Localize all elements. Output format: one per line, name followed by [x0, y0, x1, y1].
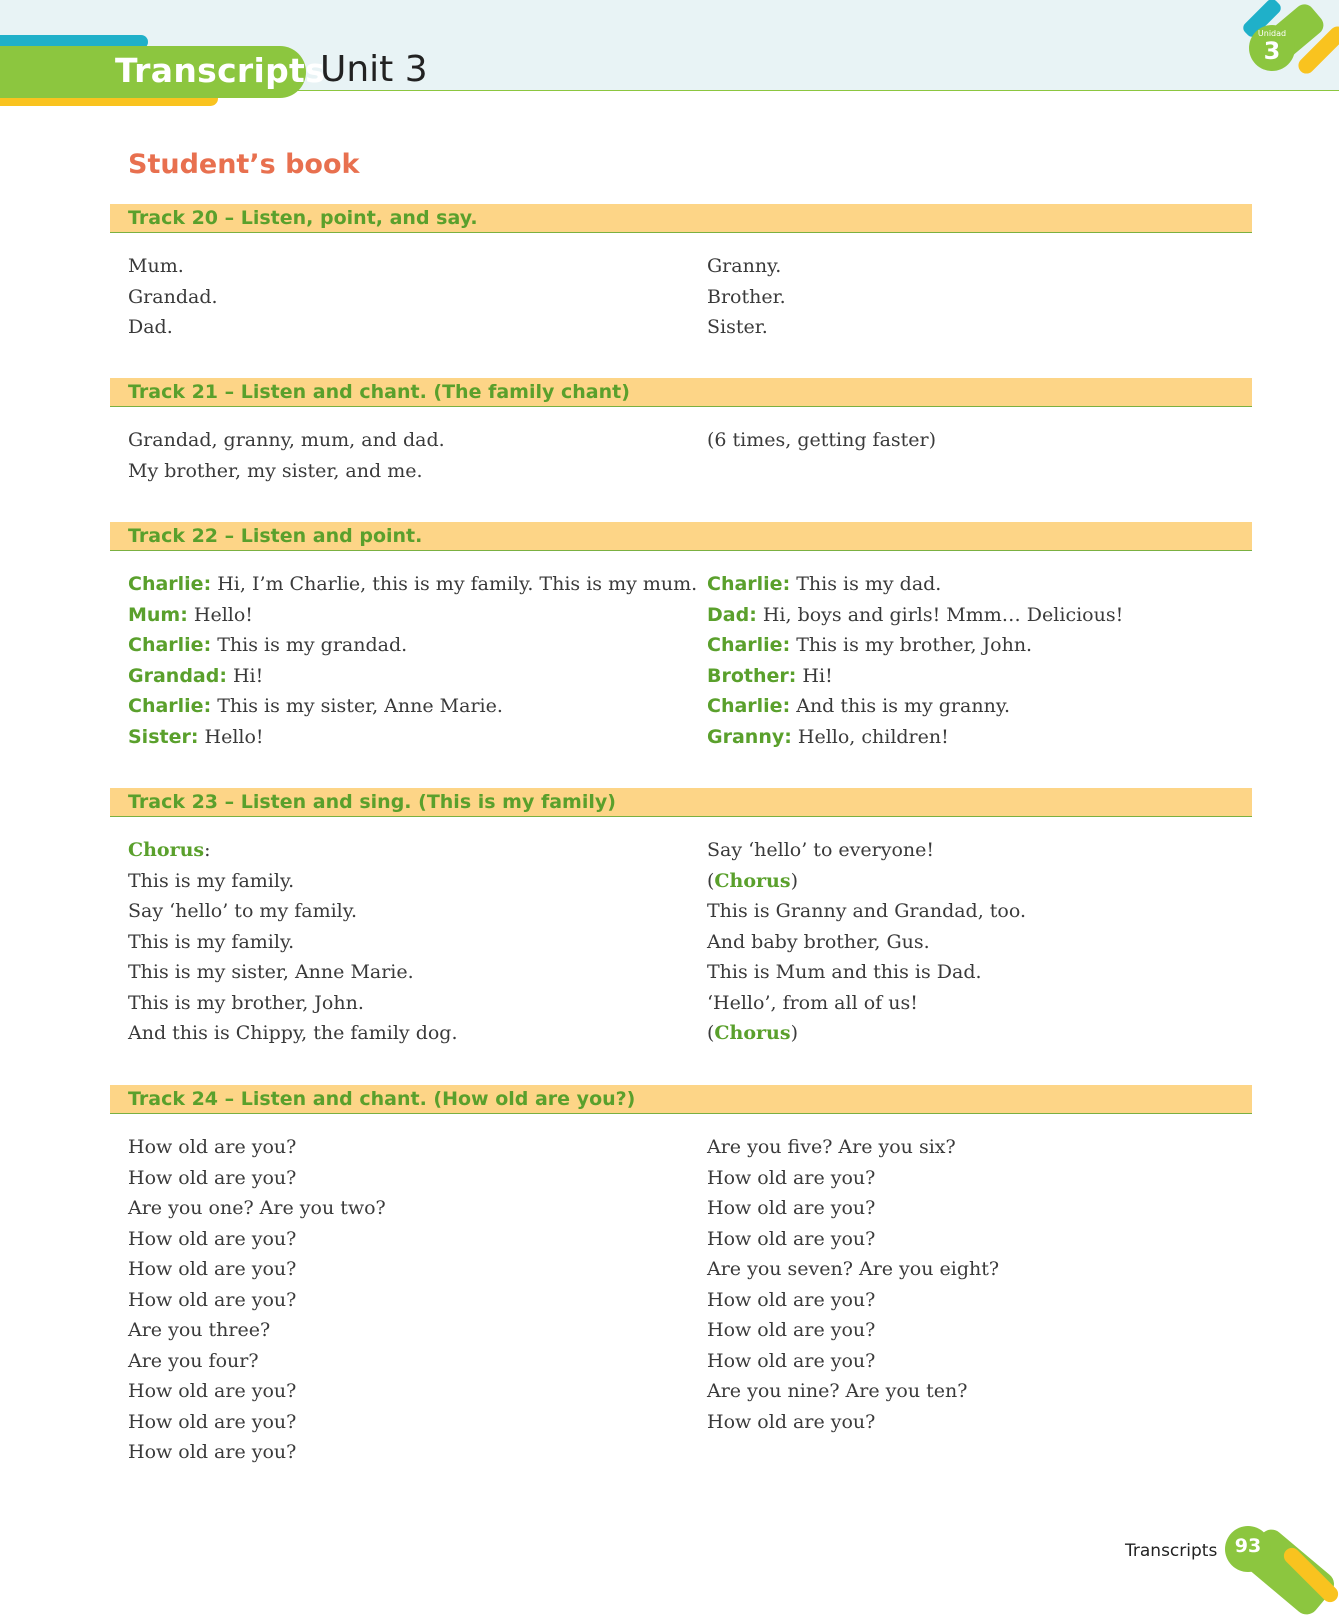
transcript-line	[707, 1376, 1252, 1407]
track-column-right	[707, 569, 1252, 752]
line-text: Are you seven? Are you eight?	[707, 1258, 1000, 1280]
speaker-label: Charlie:	[707, 573, 791, 595]
transcript-line	[707, 896, 1252, 927]
line-text: My brother, my sister, and me.	[128, 459, 423, 482]
transcript-line	[128, 1407, 688, 1438]
track-section	[110, 378, 1252, 482]
line-text: Are you three?	[128, 1319, 271, 1341]
transcript-line	[128, 988, 688, 1019]
line-text: Hi, I’m Charlie, this is my family. This is my mum.	[217, 573, 698, 595]
transcript-line	[707, 1163, 1252, 1194]
track-column-left	[128, 251, 688, 343]
line-text: Hi!	[802, 664, 833, 687]
track-heading: Track 22 – Listen and point.	[110, 522, 1252, 551]
line-text: Say ‘hello’ to my family.	[128, 900, 357, 922]
track-column-right	[707, 835, 1252, 1049]
transcript-line	[128, 569, 698, 600]
transcript-line	[128, 927, 688, 958]
transcript-line	[128, 722, 688, 753]
line-text: How old are you?	[128, 1441, 297, 1463]
transcript-line	[707, 957, 1252, 988]
line-text: Say ‘hello’ to everyone!	[707, 839, 935, 861]
transcript-line	[128, 425, 688, 456]
transcript-line	[128, 1224, 688, 1255]
section-title: Student’s book	[128, 149, 360, 180]
transcript-line	[707, 835, 1252, 866]
line-text: Are you four?	[128, 1349, 259, 1372]
line-text: How old are you?	[707, 1197, 876, 1219]
track-heading: Track 23 – Listen and sing. (This is my family)	[110, 788, 1252, 817]
transcript-line	[128, 661, 688, 692]
line-text: This is my sister, Anne Marie.	[128, 961, 414, 983]
line-text: And this is my granny.	[796, 695, 1011, 717]
line-text: Are you five? Are you six?	[707, 1136, 956, 1158]
line-text: Hi, boys and girls! Mmm… Delicious!	[762, 603, 1124, 626]
chorus-prefix: (	[707, 1022, 715, 1044]
line-text: ‘Hello’, from all of us!	[707, 991, 918, 1014]
track-column-left	[128, 425, 688, 486]
unit-badge	[1249, 25, 1295, 71]
line-text: This is my family.	[128, 869, 295, 892]
transcript-line	[707, 988, 1252, 1019]
track-section	[110, 204, 1252, 338]
transcript-line	[128, 282, 688, 313]
speaker-label: Granny:	[707, 725, 792, 748]
transcript-line	[128, 957, 688, 988]
line-text: How old are you?	[707, 1288, 876, 1311]
track-column-left	[128, 1132, 688, 1468]
chorus-label: Chorus	[714, 869, 791, 892]
track-section	[110, 1085, 1252, 1463]
line-text: How old are you?	[707, 1166, 876, 1189]
line-text: This is my family.	[128, 930, 295, 953]
header-tab-title: Transcripts	[115, 51, 326, 90]
line-text: Grandad.	[128, 285, 218, 308]
transcript-line	[128, 456, 688, 487]
transcript-line	[707, 722, 1252, 753]
line-text: Granny.	[707, 255, 782, 277]
line-text: How old are you?	[128, 1136, 297, 1158]
track-column-right	[707, 251, 1252, 343]
line-text: How old are you?	[707, 1349, 876, 1372]
transcript-line	[707, 600, 1252, 631]
transcript-line	[707, 312, 1252, 343]
transcript-line	[128, 691, 688, 722]
transcript-line	[707, 1224, 1252, 1255]
unit-title: Unit 3	[320, 49, 428, 90]
transcript-line	[128, 1437, 688, 1468]
speaker-label: Charlie:	[707, 695, 791, 717]
line-text: This is my brother, John.	[796, 634, 1033, 656]
chorus-suffix: :	[204, 839, 211, 861]
transcript-line	[707, 661, 1252, 692]
speaker-label: Charlie:	[128, 573, 212, 595]
transcript-line	[707, 1285, 1252, 1316]
track-column-left	[128, 835, 688, 1049]
line-text: This is Granny and Grandad, too.	[707, 900, 1027, 922]
transcript-line	[707, 691, 1252, 722]
track-section	[110, 522, 1252, 748]
chorus-label: Chorus	[714, 1022, 791, 1044]
transcript-line	[707, 1407, 1252, 1438]
line-text: Dad.	[128, 316, 173, 338]
line-text: How old are you?	[128, 1380, 297, 1402]
transcript-line	[707, 1018, 1252, 1049]
transcript-line	[128, 1018, 688, 1049]
transcript-line	[707, 1254, 1252, 1285]
transcript-line	[128, 1285, 688, 1316]
transcript-line	[128, 1132, 688, 1163]
footer-label: Transcripts	[1125, 1541, 1218, 1561]
transcript-line	[128, 866, 688, 897]
line-text: This is my sister, Anne Marie.	[217, 695, 503, 717]
transcript-line	[707, 1315, 1252, 1346]
line-text: How old are you?	[128, 1288, 297, 1311]
speaker-label: Grandad:	[128, 664, 227, 687]
chorus-suffix: )	[790, 1022, 798, 1044]
speaker-label: Sister:	[128, 725, 199, 748]
line-text: (6 times, getting faster)	[707, 429, 937, 451]
track-heading: Track 21 – Listen and chant. (The family chant)	[110, 378, 1252, 407]
track-heading: Track 20 – Listen, point, and say.	[110, 204, 1252, 233]
chorus-label: Chorus	[128, 839, 205, 861]
transcript-line	[128, 1315, 688, 1346]
transcript-line	[707, 1132, 1252, 1163]
track-column-right	[707, 425, 1252, 456]
speaker-label: Brother:	[707, 664, 797, 687]
line-text: Grandad, granny, mum, and dad.	[128, 429, 445, 451]
transcript-line	[707, 569, 1252, 600]
line-text: How old are you?	[128, 1258, 297, 1280]
transcript-line	[707, 927, 1252, 958]
line-text: This is my grandad.	[217, 634, 408, 656]
transcript-line	[707, 251, 1252, 282]
page-number: 93	[1234, 1535, 1262, 1557]
line-text: Are you nine? Are you ten?	[707, 1380, 968, 1402]
line-text: How old are you?	[128, 1227, 297, 1250]
transcript-line	[128, 835, 688, 866]
speaker-label: Dad:	[707, 603, 757, 626]
transcript-line	[128, 251, 688, 282]
unit-badge-label: Unidad	[1257, 29, 1287, 38]
track-heading: Track 24 – Listen and chant. (How old are you?)	[110, 1085, 1252, 1114]
line-text: How old are you?	[128, 1410, 297, 1433]
line-text: Mum.	[128, 255, 184, 277]
transcript-line	[707, 1193, 1252, 1224]
track-section	[110, 788, 1252, 1044]
transcript-line	[128, 896, 688, 927]
line-text: And baby brother, Gus.	[707, 930, 930, 953]
transcript-line	[707, 425, 1252, 456]
line-text: This is Mum and this is Dad.	[707, 961, 982, 983]
line-text: Hi!	[232, 664, 264, 687]
line-text: And this is Chippy, the family dog.	[128, 1022, 458, 1044]
speaker-label: Charlie:	[128, 695, 212, 717]
line-text: Brother.	[707, 285, 786, 308]
transcript-line	[128, 1376, 688, 1407]
speaker-label: Mum:	[128, 603, 188, 626]
transcript-line	[707, 1346, 1252, 1377]
track-column-left	[128, 569, 698, 752]
transcript-line	[707, 282, 1252, 313]
track-column-right	[707, 1132, 1252, 1437]
transcript-line	[707, 866, 1252, 897]
line-text: Hello!	[204, 725, 264, 748]
transcript-line	[128, 630, 688, 661]
line-text: How old are you?	[707, 1319, 876, 1341]
line-text: This is my brother, John.	[128, 991, 364, 1014]
speaker-label: Charlie:	[707, 634, 791, 656]
chorus-suffix: )	[790, 869, 798, 892]
transcript-line	[128, 1254, 688, 1285]
unit-badge-number: 3	[1263, 37, 1281, 65]
line-text: Sister.	[707, 316, 768, 338]
transcript-line	[128, 1163, 688, 1194]
speaker-label: Charlie:	[128, 634, 212, 656]
line-text: This is my dad.	[796, 573, 942, 595]
transcript-line	[128, 1193, 688, 1224]
line-text: Hello!	[193, 603, 253, 626]
transcript-line	[707, 630, 1252, 661]
chorus-prefix: (	[707, 869, 715, 892]
transcript-line	[128, 1346, 688, 1377]
line-text: Hello, children!	[797, 725, 949, 748]
line-text: How old are you?	[128, 1166, 297, 1189]
transcript-line	[128, 600, 688, 631]
line-text: How old are you?	[707, 1227, 876, 1250]
line-text: Are you one? Are you two?	[128, 1197, 386, 1219]
transcript-line	[128, 312, 688, 343]
line-text: How old are you?	[707, 1410, 876, 1433]
